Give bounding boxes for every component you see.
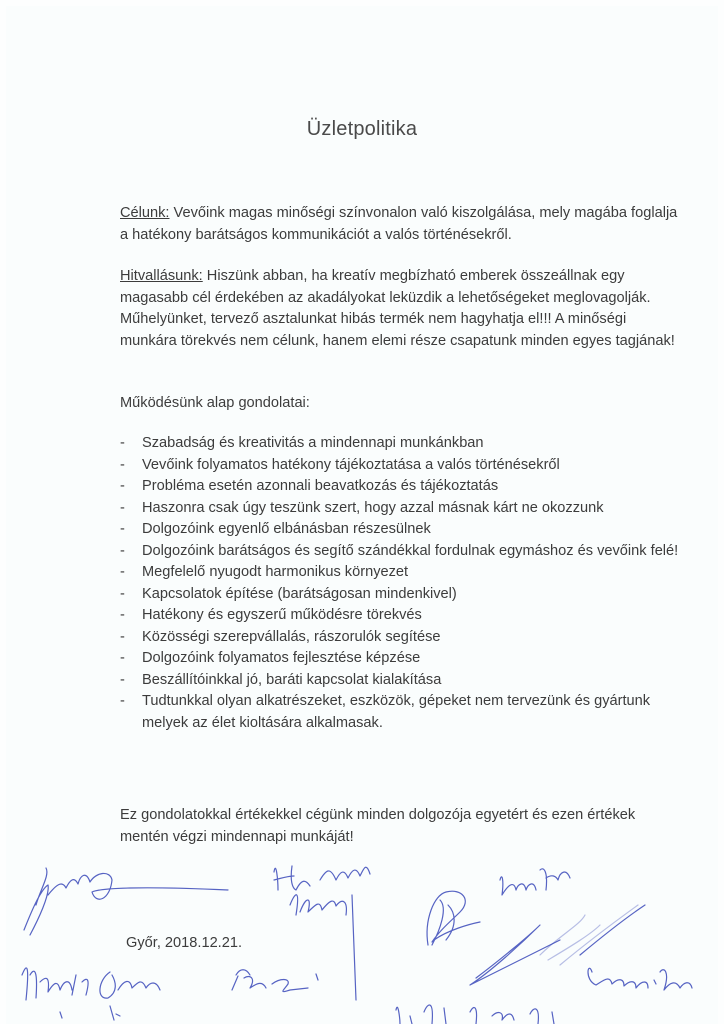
principle-text: Kapcsolatok építése (barátságosan mindenkivel) — [142, 585, 457, 602]
creed-text: Hiszünk abban, ha kreatív megbízható emberek összeállnak egy magasabb cél érdekében az akadályokat leküzdik a lehetőségeket meglovagolják. Műhelyünket, tervező asztalunkat hibás termék nem hagyhatja el!!! A minőségi munkára törekvés nem célunk, hanem elemi része csapatunk minden egyes tagjának! — [120, 268, 675, 349]
creed-label: Hitvallásunk: — [120, 268, 203, 284]
bullet-dash: - — [120, 650, 125, 666]
principles-heading: Működésünk alap gondolatai: — [120, 395, 310, 411]
bullet-dash: - — [120, 671, 125, 688]
principle-item — [120, 562, 680, 584]
principle-item — [120, 605, 680, 627]
bullet-dash: - — [120, 499, 125, 516]
principle-text: Tudtunkkal olyan alkatrészeket, eszközök, gépeket nem tervezünk és gyártunk melyek az élet kioltására alkalmasak. — [142, 693, 651, 731]
principle-item — [120, 433, 680, 455]
principle-item — [120, 691, 680, 734]
document-title: Üzletpolitika — [306, 118, 418, 140]
principle-item — [120, 541, 680, 563]
bullet-dash: - — [120, 435, 125, 451]
principle-item — [120, 455, 680, 477]
principle-text: Közösségi szerepvállalás, rászorulók segítése — [142, 628, 441, 645]
principle-text: Megfelelő nyugodt harmonikus környezet — [142, 564, 409, 580]
principle-item — [120, 498, 680, 520]
place-date: Győr, 2018.12.21. — [126, 935, 243, 951]
principle-text: Haszonra csak úgy teszünk szert, hogy azzal másnak kárt ne okozzunk — [142, 499, 604, 516]
principle-text: Beszállítóinkkal jó, baráti kapcsolat kialakítása — [142, 671, 442, 688]
bullet-dash: - — [120, 542, 125, 559]
bullet-dash: - — [120, 564, 125, 580]
principle-text: Szabadság és kreativitás a mindennapi munkánkban — [142, 435, 484, 451]
bullet-dash: - — [120, 585, 125, 602]
principle-text: Probléma esetén azonnali beavatkozás és tájékoztatás — [142, 478, 499, 494]
bullet-dash: - — [120, 607, 125, 623]
bullet-dash: - — [120, 693, 125, 709]
principle-item — [120, 670, 680, 692]
bullet-dash: - — [120, 628, 125, 645]
principle-item — [120, 476, 680, 498]
principle-item — [120, 584, 680, 606]
bullet-dash: - — [120, 478, 125, 494]
principle-text: Vevőink folyamatos hatékony tájékoztatása a valós történésekről — [142, 456, 560, 473]
principle-text: Dolgozóink folyamatos fejlesztése képzése — [142, 650, 421, 666]
creed-paragraph — [120, 266, 680, 352]
closing-paragraph: Ez gondolatokkal értékekkel cégünk minden dolgozója egyetért és ezen értékek mentén végzi mindennapi munkáját! — [120, 807, 636, 845]
bullet-dash: - — [120, 521, 125, 537]
principle-item — [120, 519, 680, 541]
principle-text: Dolgozóink barátságos és segítő szándékkal fordulnak egymáshoz és vevőink felé! — [142, 542, 679, 559]
bullet-dash: - — [120, 456, 125, 473]
principle-item — [120, 648, 680, 670]
principles-list — [120, 433, 680, 734]
principle-text: Dolgozóink egyenlő elbánásban részesülnek — [142, 521, 431, 537]
goal-paragraph — [120, 203, 680, 246]
goal-text: Vevőink magas minőségi színvonalon való kiszolgálása, mely magába foglalja a hatékony barátságos kommunikációt a valós történésekről. — [120, 205, 678, 243]
principle-item — [120, 627, 680, 649]
principle-text: Hatékony és egyszerű működésre törekvés — [142, 607, 422, 623]
goal-label: Célunk: — [120, 205, 170, 221]
